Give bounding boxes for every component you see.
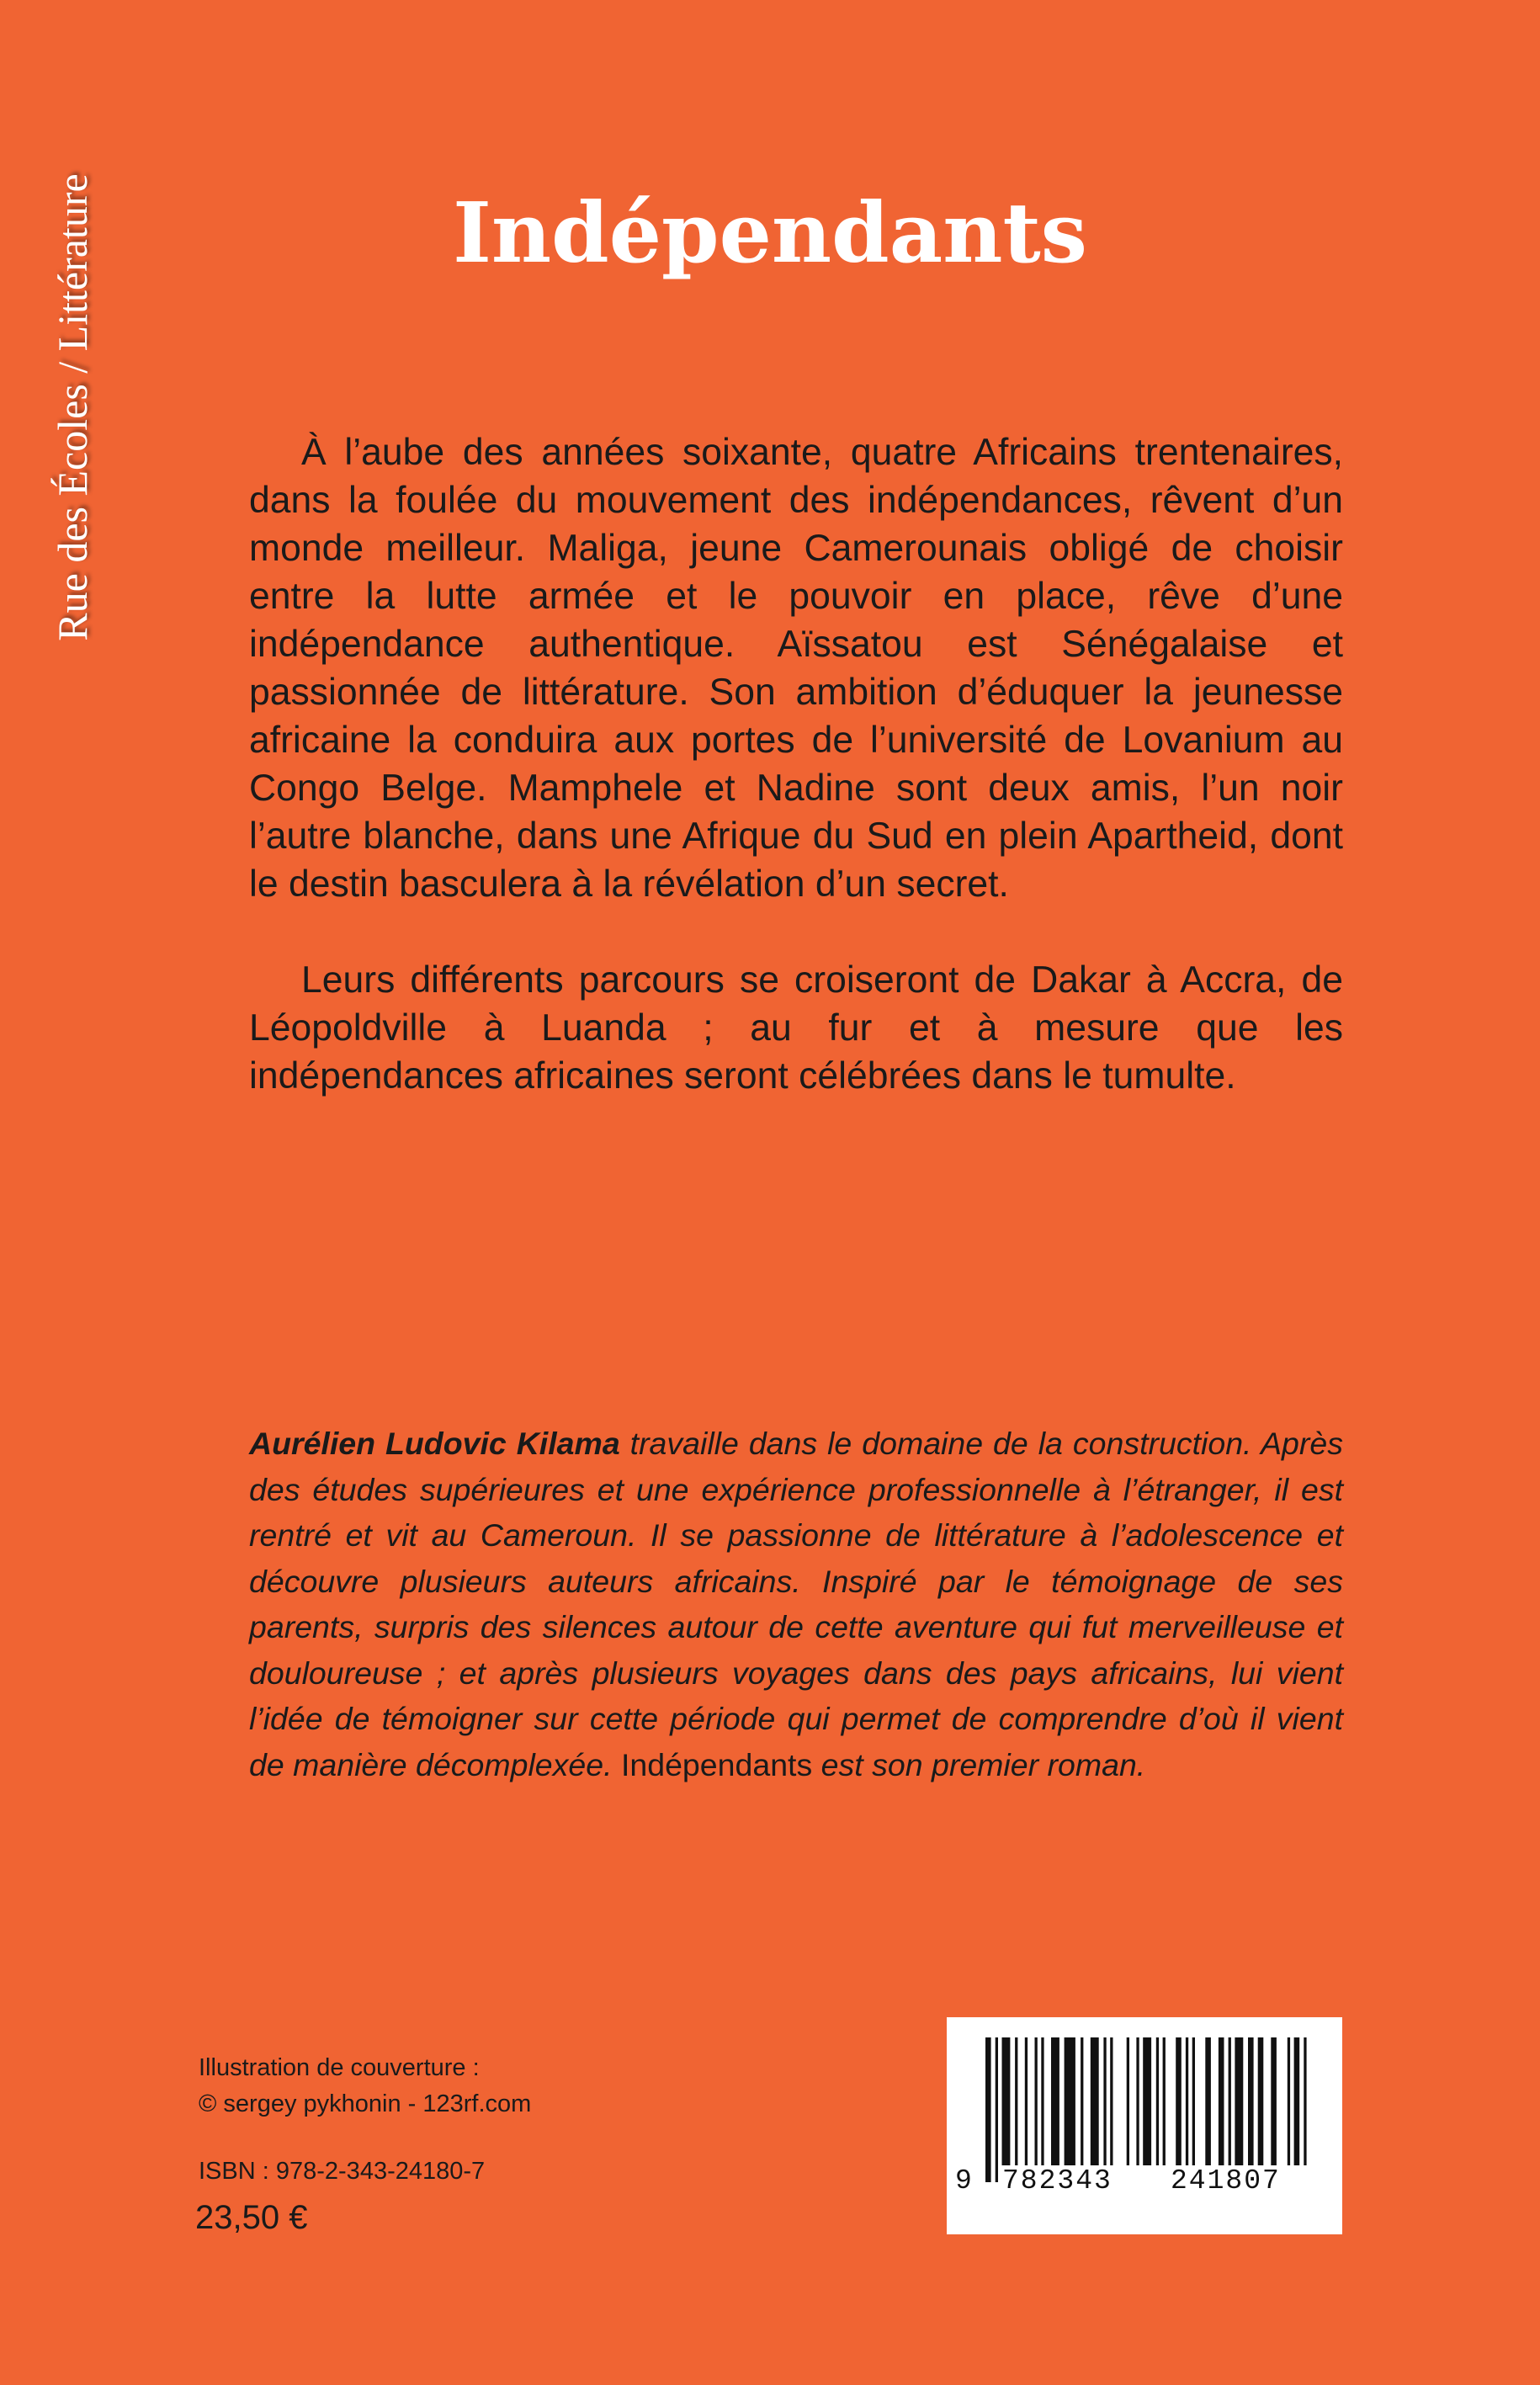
synopsis-paragraph: À l’aube des années soixante, quatre Africains trentenaires, dans la foulée du mouvement des indépendances, rêvent d’un monde meilleur. Maliga, jeune Camerounais obligé de choisir entre la lutte armée et le pouvoir en place, rêve d’une indépendance authentique. Aïssatou est Sénégalaise et passionnée de littérature. Son ambition d’éduquer la jeunesse africaine la conduira aux portes de l’université de Lovanium au Congo Belge. Mamphele et Nadine sont deux amis, l’un noir l’autre blanche, dans une Afrique du Sud en plein Apartheid, dont le destin basculera à la révélation d’un secret. bbox=[249, 432, 1343, 905]
barcode-bar bbox=[1163, 2037, 1166, 2165]
barcode-digits-left: 782343 bbox=[1002, 2165, 1113, 2196]
author-name: Aurélien Ludovic Kilama bbox=[249, 1426, 620, 1461]
credits-source: © sergey pykhonin - 123rf.com bbox=[199, 2090, 532, 2117]
bio-text: travaille dans le domaine de la construction. Après des études supérieures et une expérience professionnelle à l’étranger, il est rentré et vit au Cameroun. Il se passionne de littérature à l’adolescence et découvre plusieurs auteurs africains. Inspiré par le témoignage de ses parents, surpris des silences autour de cette aventure qui fut merveilleuse et douloureuse ; et après plusieurs voyages dans des pays africains, lui vient l’idée de témoigner sur cette période qui permet de comprendre d’où il vient de manière décomplexée. bbox=[249, 1426, 1343, 1782]
barcode-bar bbox=[1294, 2037, 1300, 2165]
price: 23,50 € bbox=[195, 2199, 308, 2236]
barcode-bar bbox=[1156, 2037, 1159, 2165]
barcode-bar bbox=[996, 2037, 998, 2182]
barcode-bar bbox=[1025, 2037, 1028, 2165]
bio-book-title: Indépendants bbox=[620, 1746, 813, 1782]
barcode-bar bbox=[1136, 2037, 1139, 2165]
barcode-bar bbox=[1091, 2037, 1099, 2165]
bio-text-end: est son premier roman. bbox=[812, 1746, 1146, 1782]
spine-series-label: Rue des Écoles / Littérature bbox=[49, 173, 96, 641]
barcode-digits-right: 241807 bbox=[1171, 2165, 1281, 2196]
barcode-bar bbox=[1127, 2037, 1129, 2165]
barcode-bar bbox=[1002, 2037, 1011, 2165]
barcode bbox=[947, 2017, 1342, 2234]
book-title: Indépendants bbox=[453, 185, 1087, 282]
isbn: ISBN : 978-2-343-24180-7 bbox=[199, 2158, 486, 2185]
barcode-bar bbox=[1065, 2037, 1075, 2165]
synopsis bbox=[249, 428, 1343, 1100]
barcode-bar bbox=[1219, 2037, 1224, 2165]
barcode-bar bbox=[1235, 2037, 1243, 2165]
credits-label: Illustration de couverture : bbox=[199, 2054, 480, 2081]
barcode-bar bbox=[1041, 2037, 1043, 2165]
barcode-bar bbox=[1271, 2037, 1277, 2165]
barcode-bar bbox=[1176, 2037, 1182, 2165]
barcode-bar bbox=[1015, 2037, 1017, 2165]
cover-credits bbox=[199, 2050, 531, 2122]
barcode-bar bbox=[1103, 2037, 1106, 2165]
barcode-bar bbox=[985, 2037, 991, 2182]
barcode-bar bbox=[1205, 2037, 1211, 2165]
barcode-bar bbox=[1186, 2037, 1188, 2165]
synopsis-paragraph: Leurs différents parcours se croiseront de Dakar à Accra, de Léopoldville à Luanda ; au fur et à mesure que les indépendances africaines seront célébrées dans le tumulte. bbox=[249, 959, 1343, 1097]
barcode-bar bbox=[1051, 2037, 1059, 2165]
barcode-bar bbox=[1258, 2037, 1264, 2165]
barcode-bar bbox=[1110, 2037, 1113, 2165]
barcode-bar bbox=[1035, 2037, 1038, 2165]
barcode-bar bbox=[1229, 2037, 1231, 2165]
barcode-digit-lead: 9 bbox=[955, 2165, 974, 2196]
barcode-bar bbox=[1288, 2037, 1290, 2165]
barcode-bar bbox=[1081, 2037, 1083, 2165]
barcode-bar bbox=[1192, 2037, 1195, 2165]
barcode-bar bbox=[1304, 2037, 1306, 2165]
barcode-bar bbox=[1143, 2037, 1151, 2165]
author-bio bbox=[249, 1421, 1343, 1787]
barcode-bar bbox=[1248, 2037, 1254, 2165]
barcode-bars-icon bbox=[947, 2017, 1342, 2234]
